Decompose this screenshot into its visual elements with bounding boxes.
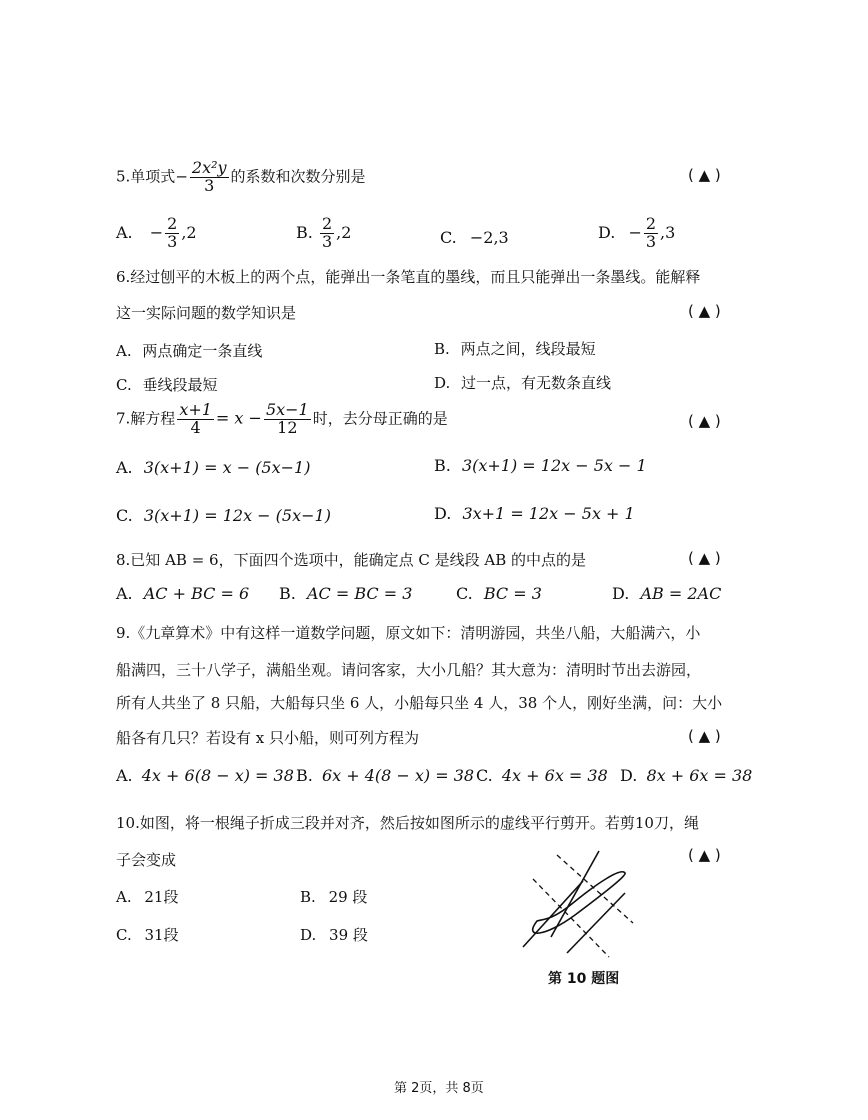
q7-fraction-right bbox=[264, 402, 311, 437]
q6-answer-mark: ( ▲ ) bbox=[688, 302, 721, 320]
q6-option-d bbox=[434, 372, 611, 393]
q7-stem bbox=[116, 402, 448, 437]
option-text: 21段 bbox=[144, 888, 179, 906]
option-text: 3(x+1) = 12x − (5x−1) bbox=[143, 506, 331, 525]
option-text: 4x + 6(8 − x) = 38 bbox=[141, 766, 294, 785]
q8-option-a bbox=[116, 584, 249, 603]
option-rest: ,2 bbox=[336, 222, 352, 242]
q5-option-b bbox=[296, 216, 351, 251]
q8-option-b bbox=[279, 584, 412, 603]
frac-den: 3 bbox=[645, 231, 657, 251]
option-letter: A. bbox=[116, 584, 133, 603]
option-text: 3(x+1) = x − (5x−1) bbox=[143, 458, 311, 477]
q5-prefix: 5.单项式 bbox=[116, 167, 176, 186]
q7-prefix: 7.解方程 bbox=[116, 409, 176, 428]
frac-den: 12 bbox=[277, 417, 298, 437]
q7-mid: = x − bbox=[215, 408, 262, 428]
q5-answer-mark: ( ▲ ) bbox=[688, 166, 721, 184]
option-letter: C. bbox=[456, 584, 473, 603]
q5-stem bbox=[116, 160, 366, 195]
option-text: AB = 2AC bbox=[640, 584, 722, 603]
option-text: 过一点，有无数条直线 bbox=[461, 374, 612, 392]
q5-frac-den: 3 bbox=[204, 175, 215, 195]
option-letter: D. bbox=[300, 926, 317, 944]
option-rest: ,3 bbox=[660, 222, 676, 242]
q10-option-b bbox=[300, 886, 367, 907]
q7-option-a bbox=[116, 458, 310, 477]
q10-figure-caption: 第 10 题图 bbox=[548, 971, 620, 987]
q8-option-d bbox=[612, 584, 721, 603]
q5-option-a bbox=[116, 216, 197, 251]
option-letter: C. bbox=[116, 506, 133, 525]
q10-stem-line2: 子会变成 bbox=[116, 851, 177, 869]
option-text: BC = 3 bbox=[483, 584, 542, 603]
option-letter: A. bbox=[116, 766, 133, 785]
q5-frac-num: 2x²y bbox=[191, 158, 227, 177]
option-text: 31段 bbox=[144, 926, 179, 944]
q5-suffix: 的系数和次数分别是 bbox=[230, 167, 366, 186]
q9-stem-line1: 9.《九章算术》中有这样一道数学问题，原文如下：清明游园，共坐八船，大船满六，小 bbox=[116, 624, 701, 642]
q5-option-d bbox=[598, 216, 675, 251]
option-letter: D. bbox=[612, 584, 630, 603]
option-letter: B. bbox=[296, 766, 313, 785]
frac-num: x+1 bbox=[179, 400, 212, 419]
option-text: 6x + 4(8 − x) = 38 bbox=[321, 766, 475, 785]
q10-answer-mark: ( ▲ ) bbox=[688, 846, 721, 864]
q5-option-c bbox=[440, 228, 509, 247]
cut-line-2 bbox=[557, 855, 633, 923]
rope-strand-left bbox=[523, 881, 583, 947]
q6-stem-line2: 这一实际问题的数学知识是 bbox=[116, 304, 297, 322]
option-letter: C. bbox=[440, 228, 457, 247]
q10-option-c bbox=[116, 924, 179, 945]
q9-stem-line4: 船各有几只？若设有 x 只小船，则可列方程为 bbox=[116, 729, 419, 747]
option-sign: − bbox=[628, 222, 642, 242]
q8-stem: 8.已知 AB = 6，下面四个选项中，能确定点 C 是线段 AB 的中点的是 bbox=[116, 551, 586, 569]
q10-option-a bbox=[116, 886, 178, 907]
q9-option-c bbox=[476, 766, 608, 785]
frac-num: 5x−1 bbox=[265, 400, 309, 419]
option-letter: A. bbox=[116, 458, 133, 477]
q8-answer-mark: ( ▲ ) bbox=[688, 549, 721, 567]
q7-option-b bbox=[434, 456, 647, 475]
frac-den: 4 bbox=[190, 417, 201, 437]
q6-option-b bbox=[434, 338, 596, 359]
option-rest: ,2 bbox=[181, 222, 197, 242]
rope-strand-top bbox=[551, 851, 599, 937]
q10-rope-figure bbox=[515, 845, 645, 960]
frac-num: 2 bbox=[167, 214, 178, 233]
frac-den: 3 bbox=[321, 231, 333, 251]
q7-answer-mark: ( ▲ ) bbox=[688, 412, 721, 430]
option-text: −2,3 bbox=[469, 228, 509, 247]
q8-option-c bbox=[456, 584, 542, 603]
frac-num: 2 bbox=[321, 214, 333, 233]
option-text: 8x + 6x = 38 bbox=[646, 766, 753, 785]
option-letter: C. bbox=[116, 926, 132, 944]
q9-option-a bbox=[116, 766, 294, 785]
option-letter: B. bbox=[296, 222, 313, 242]
option-letter: A. bbox=[116, 888, 132, 906]
option-letter: C. bbox=[116, 376, 132, 394]
option-text: 两点确定一条直线 bbox=[142, 342, 263, 360]
q9-stem-line2: 船满四，三十八学子，满船坐观。请问客家，大小几船？其大意为：清明时节出去游园， bbox=[116, 661, 702, 679]
option-letter: D. bbox=[434, 504, 452, 523]
option-fraction bbox=[165, 216, 179, 251]
option-text: AC + BC = 6 bbox=[143, 584, 250, 603]
option-text: 3(x+1) = 12x − 5x − 1 bbox=[461, 456, 647, 475]
q9-option-d bbox=[620, 766, 752, 785]
q7-option-c bbox=[116, 506, 331, 525]
q10-option-d bbox=[300, 924, 368, 945]
option-letter: C. bbox=[476, 766, 493, 785]
option-fraction bbox=[320, 216, 334, 251]
option-text: AC = BC = 3 bbox=[306, 584, 413, 603]
option-letter: A. bbox=[116, 222, 133, 242]
q7-fraction-left bbox=[177, 402, 214, 437]
option-letter: A. bbox=[116, 342, 132, 360]
option-text: 39 段 bbox=[329, 926, 368, 944]
q7-option-d bbox=[434, 504, 635, 523]
q6-option-a bbox=[116, 340, 262, 361]
page-footer: 第 2页，共 8页 bbox=[394, 1081, 484, 1096]
option-letter: B. bbox=[434, 456, 451, 475]
rope-loop-outer bbox=[533, 872, 625, 933]
q9-option-b bbox=[296, 766, 474, 785]
frac-num: 2 bbox=[645, 214, 657, 233]
q10-stem-line1: 10.如图，将一根绳子折成三段并对齐，然后按如图所示的虚线平行剪开。若剪10刀，绳 bbox=[116, 814, 699, 832]
option-text: 4x + 6x = 38 bbox=[501, 766, 608, 785]
option-letter: B. bbox=[300, 888, 316, 906]
frac-den: 3 bbox=[167, 231, 178, 251]
option-fraction bbox=[644, 216, 658, 251]
q5-fraction bbox=[190, 160, 229, 195]
option-text: 3x+1 = 12x − 5x + 1 bbox=[462, 504, 635, 523]
option-letter: D. bbox=[598, 222, 616, 242]
q6-option-c bbox=[116, 374, 218, 395]
q9-answer-mark: ( ▲ ) bbox=[688, 727, 721, 745]
option-text: 29 段 bbox=[328, 888, 368, 906]
option-text: 垂线段最短 bbox=[142, 376, 218, 394]
q9-stem-line3: 所有人共坐了 8 只船，大船每只坐 6 人，小船每只坐 4 人，38 个人，刚好坐满，问：大小 bbox=[116, 694, 723, 712]
q7-suffix: 时，去分母正确的是 bbox=[312, 409, 448, 428]
option-letter: D. bbox=[434, 374, 451, 392]
option-letter: D. bbox=[620, 766, 638, 785]
option-letter: B. bbox=[279, 584, 296, 603]
option-sign: − bbox=[149, 222, 164, 242]
option-text: 两点之间，线段最短 bbox=[460, 340, 596, 358]
q5-minus: − bbox=[175, 167, 188, 186]
option-letter: B. bbox=[434, 340, 450, 358]
q6-stem-line1: 6.经过刨平的木板上的两个点，能弹出一条笔直的墨线，而且只能弹出一条墨线。能解释 bbox=[116, 268, 701, 286]
